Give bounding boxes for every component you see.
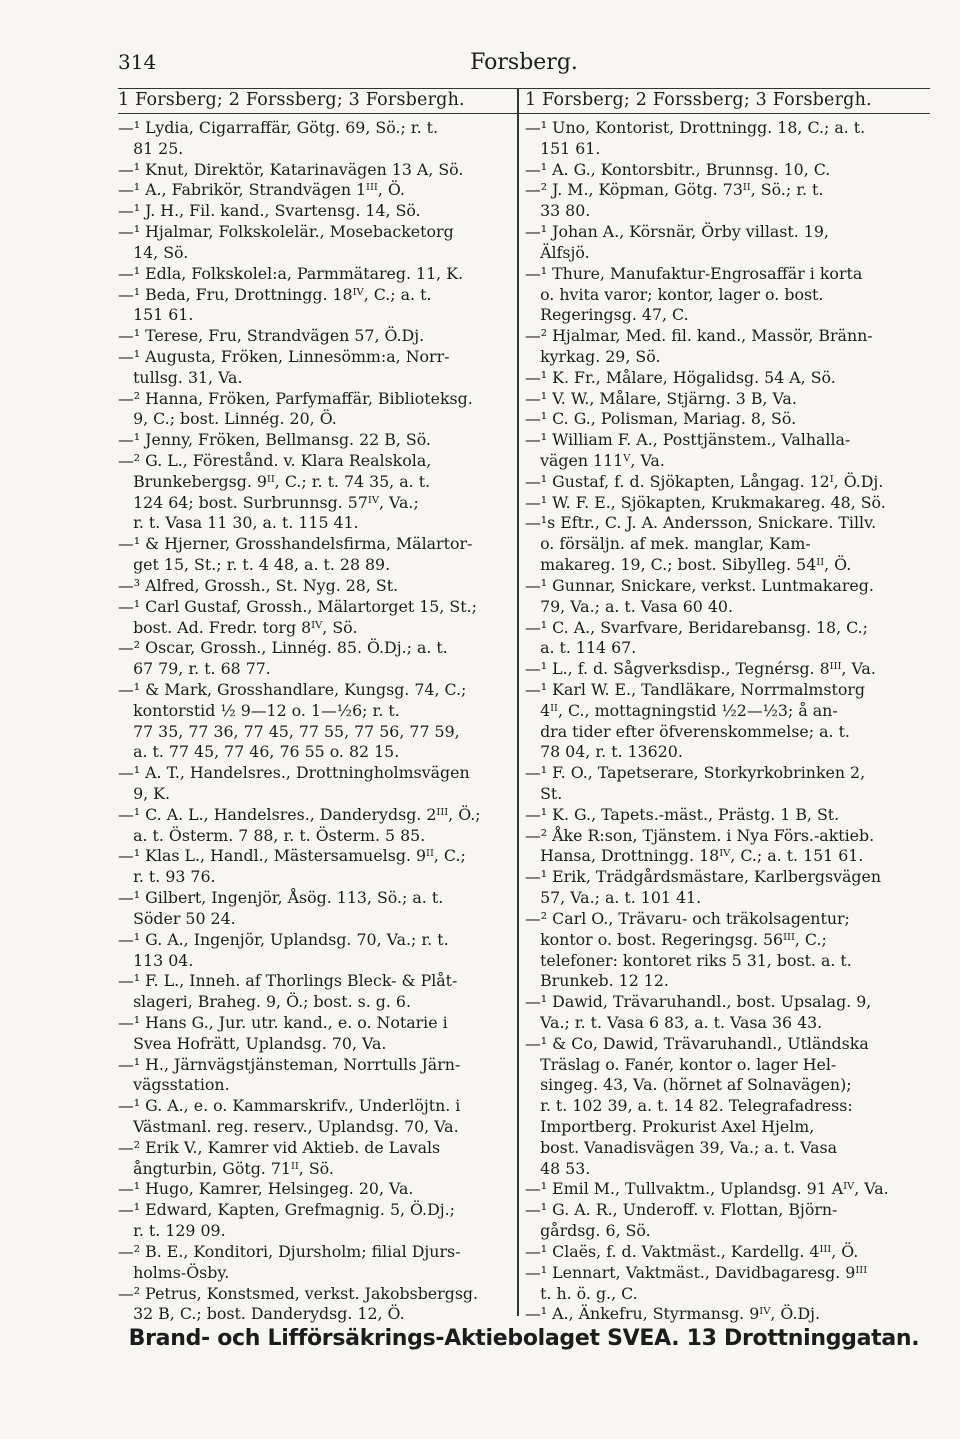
right-column-entry-line: 79, Va.; a. t. Vasa 60 40. bbox=[525, 596, 733, 616]
left-column-entry-line: —² Oscar, Grossh., Linnég. 85. Ö.Dj.; a. t. bbox=[118, 638, 448, 658]
left-column-entry-line: —² B. E., Konditori, Djursholm; filial Djurs- bbox=[118, 1241, 461, 1261]
right-column-heading: 1 Forsberg; 2 Forssberg; 3 Forsbergh. bbox=[525, 90, 872, 110]
right-column-entry-line: kontor o. bost. Regeringsg. 56ᴵᴵᴵ, C.; bbox=[525, 929, 827, 949]
right-column-entry-line: St. bbox=[525, 784, 563, 803]
left-column-entry-line: bost. Ad. Fredr. torg 8ᴵⱽ, Sö. bbox=[118, 617, 358, 637]
left-column-entry-line: —¹ H., Järnvägstjänsteman, Norrtulls Järn- bbox=[118, 1054, 461, 1074]
right-column-entry-line: —¹ L., f. d. Sågverksdisp., Tegnérsg. 8ᴵᴵᴵ, Va. bbox=[525, 659, 876, 679]
left-column-entry-line: 32 B, C.; bost. Danderydsg. 12, Ö. bbox=[118, 1304, 405, 1324]
right-column-entry-line: dra tider efter öfverenskommelse; a. t. bbox=[525, 721, 850, 741]
right-column-entry-line: Hansa, Drottningg. 18ᴵⱽ, C.; a. t. 151 61. bbox=[525, 846, 864, 866]
right-column-entry-line: —¹ Karl W. E., Tandläkare, Norrmalmstorg bbox=[525, 679, 866, 699]
left-column-entry-line: —¹ Edla, Folkskolel:a, Parmmätareg. 11, K. bbox=[118, 263, 464, 283]
left-column-entry-line: —¹ Augusta, Fröken, Linnesömm:a, Norr- bbox=[118, 346, 450, 366]
right-column-entry-line: —² Carl O., Trävaru- och träkolsagentur; bbox=[525, 908, 850, 928]
left-column-entry-line: —¹ & Hjerner, Grosshandelsfirma, Mälartor- bbox=[118, 534, 473, 554]
left-column-entry-line: —¹ Terese, Fru, Strandvägen 57, Ö.Dj. bbox=[118, 326, 425, 346]
right-column-entry-line: —² J. M., Köpman, Götg. 73ᴵᴵ, Sö.; r. t. bbox=[525, 180, 824, 200]
right-column-entry-line: —¹ A., Änkefru, Styrmansg. 9ᴵⱽ, Ö.Dj. bbox=[525, 1304, 821, 1324]
left-column-entry-line: a. t. Österm. 7 88, r. t. Österm. 5 85. bbox=[118, 825, 426, 845]
left-column-entry-line: —¹ Carl Gustaf, Grossh., Mälartorget 15, St.; bbox=[118, 596, 477, 616]
right-column-entry-line: —² Hjalmar, Med. fil. kand., Massör, Bränn- bbox=[525, 326, 873, 346]
right-column-entry-line: —¹ F. O., Tapetserare, Storkyrkobrinken 2, bbox=[525, 763, 866, 783]
left-column-entry-line: —¹ C. A. L., Handelsres., Danderydsg. 2ᴵᴵᴵ, Ö.; bbox=[118, 804, 481, 824]
left-column-entry-line: kontorstid ½ 9—12 o. 1—½6; r. t. bbox=[118, 700, 400, 720]
right-column-entry-line: —¹ Uno, Kontorist, Drottningg. 18, C.; a. t. bbox=[525, 118, 866, 137]
left-column-entry-line: —² Erik V., Kamrer vid Aktieb. de Lavals bbox=[118, 1137, 441, 1157]
column-heading-row bbox=[118, 88, 930, 114]
left-column-entry-line: 67 79, r. t. 68 77. bbox=[118, 659, 271, 679]
right-column-entry-line: Importberg. Prokurist Axel Hjelm, bbox=[525, 1117, 815, 1136]
right-column bbox=[525, 118, 932, 1325]
left-column-entry-line: —¹ Klas L., Handl., Mästersamuelsg. 9ᴵᴵ, C.; bbox=[118, 846, 466, 866]
right-column-entry-line: —¹ Gustaf, f. d. Sjökapten, Långag. 12ᴵ, Ö.Dj. bbox=[525, 471, 884, 491]
right-column-entry-line: gårdsg. 6, Sö. bbox=[525, 1221, 651, 1241]
right-column-entry-line: —¹ Dawid, Trävaruhandl., bost. Upsalag. 9, bbox=[525, 992, 872, 1012]
right-column-entry-line: Regeringsg. 47, C. bbox=[525, 305, 689, 325]
right-column-entry-line: Va.; r. t. Vasa 6 83, a. t. Vasa 36 43. bbox=[525, 1012, 823, 1032]
right-column-entry-line: Brunkeb. 12 12. bbox=[525, 971, 669, 991]
right-column-entry-line: bost. Vanadisvägen 39, Va.; a. t. Vasa bbox=[525, 1137, 838, 1157]
right-column-entry-line: —² Åke R:son, Tjänstem. i Nya Förs.-aktieb. bbox=[525, 825, 875, 845]
left-column bbox=[118, 118, 518, 1325]
right-column-entry-line: 151 61. bbox=[525, 138, 601, 158]
left-column-entry-line: —¹ J. H., Fil. kand., Svartensg. 14, Sö. bbox=[118, 201, 421, 221]
left-column-entry-line: —¹ Gilbert, Ingenjör, Åsög. 113, Sö.; a. t. bbox=[118, 888, 444, 908]
left-column-entry-line: r. t. Vasa 11 30, a. t. 115 41. bbox=[118, 513, 359, 533]
right-column-entry-line: —¹ C. A., Svarfvare, Beridarebansg. 18, C.; bbox=[525, 617, 869, 637]
left-column-entry-line: ångturbin, Götg. 71ᴵᴵ, Sö. bbox=[118, 1158, 334, 1178]
right-column-entry-line: telefoner: kontoret riks 5 31, bost. a. t. bbox=[525, 950, 852, 970]
right-column-entry-line: —¹s Eftr., C. J. A. Andersson, Snickare. Tillv. bbox=[525, 513, 877, 533]
right-column-entry-line: 48 53. bbox=[525, 1158, 591, 1178]
left-column-entry-line: —¹ Hugo, Kamrer, Helsingeg. 20, Va. bbox=[118, 1179, 414, 1199]
left-column-entry-line: a. t. 77 45, 77 46, 76 55 o. 82 15. bbox=[118, 742, 400, 762]
right-column-entry-line: —¹ Johan A., Körsnär, Örby villast. 19, bbox=[525, 222, 829, 242]
right-column-entry-line: Träslag o. Fanér, kontor o. lager Hel- bbox=[525, 1054, 837, 1074]
right-column-entry-line: —¹ Gunnar, Snickare, verkst. Luntmakareg. bbox=[525, 575, 874, 595]
left-column-entry-line: —² G. L., Förestånd. v. Klara Realskola, bbox=[118, 451, 432, 470]
right-column-entry-line: singeg. 43, Va. (hörnet af Solnavägen); bbox=[525, 1075, 852, 1095]
left-column-entry-line: r. t. 129 09. bbox=[118, 1221, 226, 1241]
left-column-entry-line: 124 64; bost. Surbrunnsg. 57ᴵⱽ, Va.; bbox=[118, 492, 419, 512]
left-column-entry-line: tullsg. 31, Va. bbox=[118, 367, 243, 387]
right-column-entry-line: —¹ G. A. R., Underoff. v. Flottan, Björn- bbox=[525, 1200, 838, 1220]
left-column-entry-line: —¹ Beda, Fru, Drottningg. 18ᴵⱽ, C.; a. t. bbox=[118, 284, 432, 304]
right-column-entry-line: 78 04, r. t. 13620. bbox=[525, 742, 683, 762]
right-column-entry-line: —¹ Claës, f. d. Vaktmäst., Kardellg. 4ᴵᴵᴵ, Ö. bbox=[525, 1241, 859, 1261]
left-column-heading: 1 Forsberg; 2 Forssberg; 3 Forsbergh. bbox=[118, 90, 465, 110]
right-column-entry-line: 33 80. bbox=[525, 201, 591, 221]
right-column-entry-line: —¹ Lennart, Vaktmäst., Davidbagaresg. 9ᴵᴵᴵ bbox=[525, 1262, 868, 1282]
page-header bbox=[118, 50, 930, 78]
left-column-entry-line: Brunkebergsg. 9ᴵᴵ, C.; r. t. 74 35, a. t. bbox=[118, 471, 431, 491]
left-column-entry-line: holms-Ösby. bbox=[118, 1262, 230, 1282]
right-column-entry-line: t. h. ö. g., C. bbox=[525, 1283, 638, 1303]
left-column-entry-line: 14, Sö. bbox=[118, 242, 189, 262]
right-column-entry-line: —¹ Erik, Trädgårdsmästare, Karlbergsvägen bbox=[525, 867, 882, 887]
left-column-entry-line: —¹ A., Fabrikör, Strandvägen 1ᴵᴵᴵ, Ö. bbox=[118, 180, 405, 200]
right-column-entry-line: —¹ Thure, Manufaktur-Engrosaffär i korta bbox=[525, 263, 863, 283]
right-column-entry-line: —¹ William F. A., Posttjänstem., Valhalla- bbox=[525, 430, 851, 450]
left-column-entry-line: —¹ G. A., Ingenjör, Uplandsg. 70, Va.; r. t. bbox=[118, 929, 449, 949]
right-column-entry-line: vägen 111ⱽ, Va. bbox=[525, 451, 665, 470]
right-column-entry-line: a. t. 114 67. bbox=[525, 638, 637, 658]
left-column-entry-line: 113 04. bbox=[118, 950, 194, 970]
left-column-entry-line: —¹ G. A., e. o. Kammarskrifv., Underlöjtn. i bbox=[118, 1096, 461, 1116]
left-column-entry-line: 81 25. bbox=[118, 138, 184, 158]
right-column-entry-line: —¹ W. F. E., Sjökapten, Krukmakareg. 48, Sö. bbox=[525, 492, 886, 512]
left-column-entry-line: Söder 50 24. bbox=[118, 908, 236, 928]
right-column-entry-line: Älfsjö. bbox=[525, 242, 590, 262]
left-column-entry-line: —¹ F. L., Inneh. af Thorlings Bleck- & Plåt- bbox=[118, 971, 458, 991]
left-column-entry-line: r. t. 93 76. bbox=[118, 867, 216, 887]
right-column-entry-line: —¹ A. G., Kontorsbitr., Brunnsg. 10, C. bbox=[525, 159, 831, 179]
left-column-entry-line: —¹ A. T., Handelsres., Drottningholmsvägen bbox=[118, 763, 470, 783]
right-column-entry-line: —¹ V. W., Målare, Stjärng. 3 B, Va. bbox=[525, 388, 797, 408]
left-column-entry-line: 151 61. bbox=[118, 305, 194, 325]
right-column-entry-line: —¹ Emil M., Tullvaktm., Uplandsg. 91 Aᴵⱽ, Va. bbox=[525, 1179, 889, 1199]
running-title: Forsberg. bbox=[470, 50, 578, 75]
right-column-entry-line: makareg. 19, C.; bost. Sibylleg. 54ᴵᴵ, Ö. bbox=[525, 555, 852, 575]
right-column-entry-line: —¹ & Co, Dawid, Trävaruhandl., Utländska bbox=[525, 1033, 869, 1053]
left-column-entry-line: —¹ Hjalmar, Folkskolelär., Mosebacketorg bbox=[118, 222, 454, 242]
left-column-entry-line: Västmanl. reg. reserv., Uplandsg. 70, Va. bbox=[118, 1117, 459, 1136]
left-column-entry-line: —¹ & Mark, Grosshandlare, Kungsg. 74, C.; bbox=[118, 679, 467, 699]
left-column-entry-line: Svea Hofrätt, Uplandsg. 70, Va. bbox=[118, 1033, 387, 1053]
page-number: 314 bbox=[118, 50, 157, 74]
left-column-entry-line: slageri, Braheg. 9, Ö.; bost. s. g. 6. bbox=[118, 992, 411, 1012]
left-column-entry-line: —² Petrus, Konstsmed, verkst. Jakobsbergsg. bbox=[118, 1283, 479, 1303]
footer-advertisement: Brand- och Lifförsäkrings-Aktiebolaget SVEA. 13 Drottninggatan. bbox=[128, 1326, 920, 1351]
right-column-entry-line: o. hvita varor; kontor, lager o. bost. bbox=[525, 284, 824, 304]
left-column-entry-line: —¹ Hans G., Jur. utr. kand., e. o. Notarie i bbox=[118, 1012, 448, 1032]
right-column-entry-line: o. försäljn. af mek. manglar, Kam- bbox=[525, 534, 811, 554]
left-column-entry-line: 77 35, 77 36, 77 45, 77 55, 77 56, 77 59, bbox=[118, 721, 460, 741]
left-column-entry-line: 9, C.; bost. Linnég. 20, Ö. bbox=[118, 409, 337, 429]
right-column-entry-line: —¹ K. Fr., Målare, Högalidsg. 54 A, Sö. bbox=[525, 367, 836, 387]
right-column-entry-line: kyrkag. 29, Sö. bbox=[525, 346, 661, 366]
left-column-entry-line: —¹ Lydia, Cigarraffär, Götg. 69, Sö.; r. t. bbox=[118, 118, 439, 137]
left-column-entry-line: get 15, St.; r. t. 4 48, a. t. 28 89. bbox=[118, 555, 391, 575]
left-column-entry-line: —³ Alfred, Grossh., St. Nyg. 28, St. bbox=[118, 575, 399, 595]
left-column-entry-line: —² Hanna, Fröken, Parfymaffär, Biblioteksg. bbox=[118, 388, 473, 408]
right-column-entry-line: —¹ C. G., Polisman, Mariag. 8, Sö. bbox=[525, 409, 797, 429]
right-column-entry-line: —¹ K. G., Tapets.-mäst., Prästg. 1 B, St. bbox=[525, 804, 840, 824]
right-column-entry-line: 57, Va.; a. t. 101 41. bbox=[525, 888, 702, 908]
left-column-entry-line: 9, K. bbox=[118, 784, 170, 803]
right-column-entry-line: r. t. 102 39, a. t. 14 82. Telegrafadress: bbox=[525, 1096, 853, 1116]
left-column-entry-line: vägsstation. bbox=[118, 1075, 230, 1095]
right-column-entry-line: 4ᴵᴵ, C., mottagningstid ½2—½3; å an- bbox=[525, 700, 838, 720]
left-column-entry-line: —¹ Edward, Kapten, Grefmagnig. 5, Ö.Dj.; bbox=[118, 1200, 455, 1220]
left-column-entry-line: —¹ Jenny, Fröken, Bellmansg. 22 B, Sö. bbox=[118, 430, 431, 450]
left-column-entry-line: —¹ Knut, Direktör, Katarinavägen 13 A, Sö. bbox=[118, 159, 464, 179]
